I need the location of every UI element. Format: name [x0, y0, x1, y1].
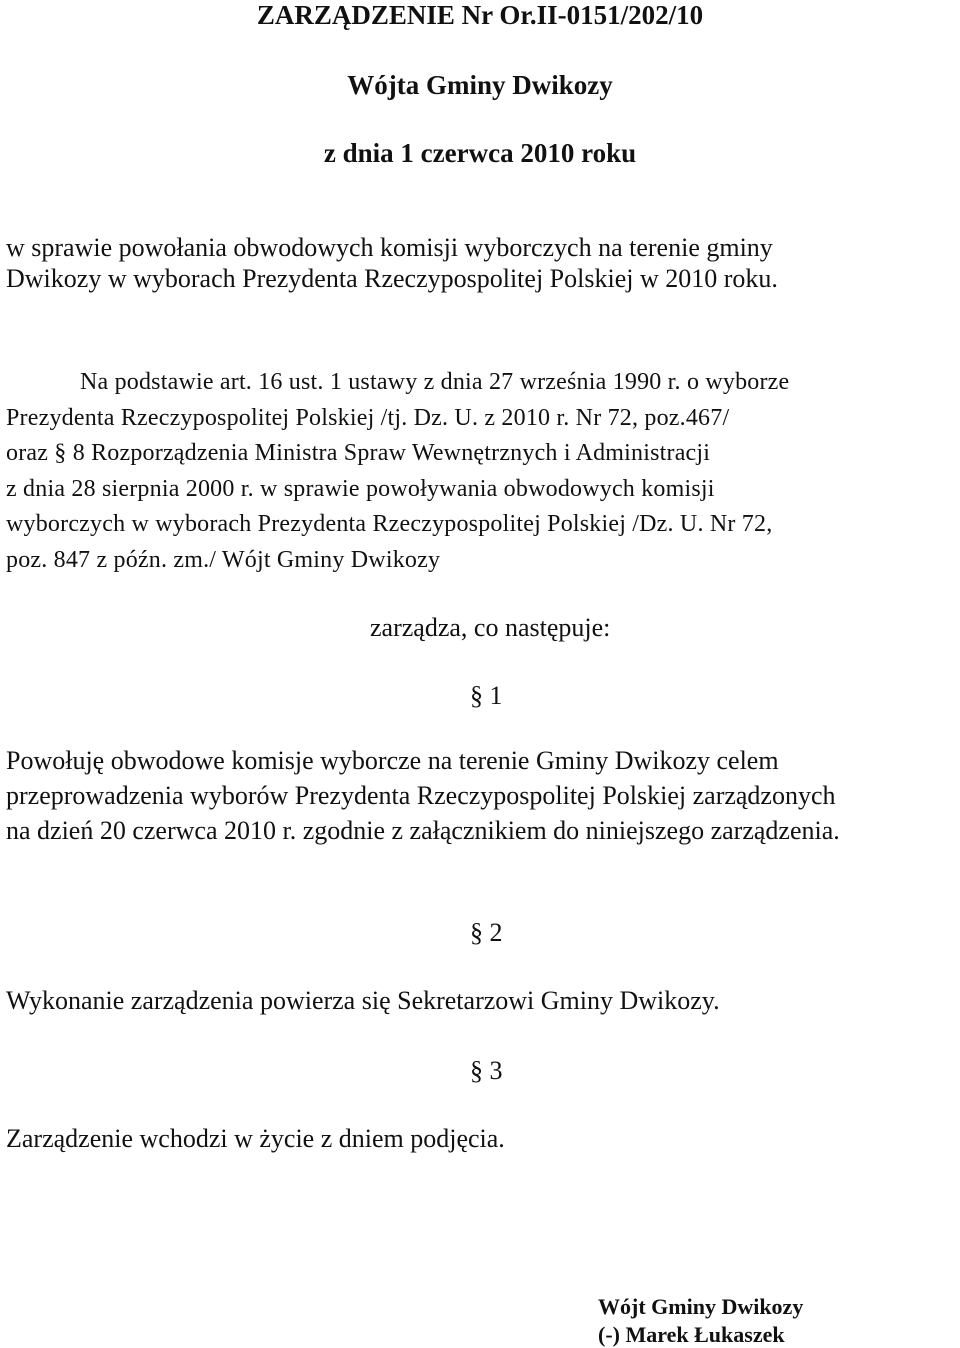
section-label: § 1 — [470, 681, 503, 710]
signature-role: Wójt Gminy Dwikozy — [598, 1294, 804, 1319]
legal-basis-line: Na podstawie art. 16 ust. 1 ustawy z dnia 27 września 1990 r. o wyborze — [80, 369, 790, 395]
signature-name: (-) Marek Łukaszek — [598, 1322, 785, 1347]
section-text-line: Wykonanie zarządzenia powierza się Sekretarzowi Gminy Dwikozy. — [6, 986, 720, 1015]
subject-line: w sprawie powołania obwodowych komisji wyborczych na terenie gminy — [6, 233, 773, 262]
section-label: § 2 — [470, 918, 503, 947]
section-text-line: przeprowadzenia wyborów Prezydenta Rzeczypospolitej Polskiej zarządzonych — [6, 781, 836, 810]
section-text-line: Powołuję obwodowe komisje wyborcze na terenie Gminy Dwikozy celem — [6, 746, 779, 775]
legal-basis-line: oraz § 8 Rozporządzenia Ministra Spraw Wewnętrznych i Administracji — [6, 440, 711, 466]
legal-basis-line: z dnia 28 sierpnia 2000 r. w sprawie powoływania obwodowych komisji — [6, 476, 715, 502]
legal-basis-line: Prezydenta Rzeczypospolitej Polskiej /tj. Dz. U. z 2010 r. Nr 72, poz.467/ — [6, 405, 730, 431]
document-issuer: Wójta Gminy Dwikozy — [347, 70, 613, 100]
document-date: z dnia 1 czerwca 2010 roku — [323, 138, 637, 168]
document-title: ZARZĄDZENIE Nr Or.II-0151/202/10 — [256, 0, 704, 30]
legal-basis-line: wyborczych w wyborach Prezydenta Rzeczypospolitej Polskiej /Dz. U. Nr 72, — [6, 511, 773, 537]
section-label: § 3 — [470, 1056, 503, 1085]
section-text-line: Zarządzenie wchodzi w życie z dniem podjęcia. — [6, 1124, 505, 1153]
decree-intro: zarządza, co następuje: — [370, 613, 611, 642]
legal-basis-line: poz. 847 z późn. zm./ Wójt Gminy Dwikozy — [6, 547, 441, 573]
subject-line: Dwikozy w wyborach Prezydenta Rzeczypospolitej Polskiej w 2010 roku. — [6, 264, 778, 293]
section-text-line: na dzień 20 czerwca 2010 r. zgodnie z załącznikiem do niniejszego zarządzenia. — [6, 816, 840, 845]
